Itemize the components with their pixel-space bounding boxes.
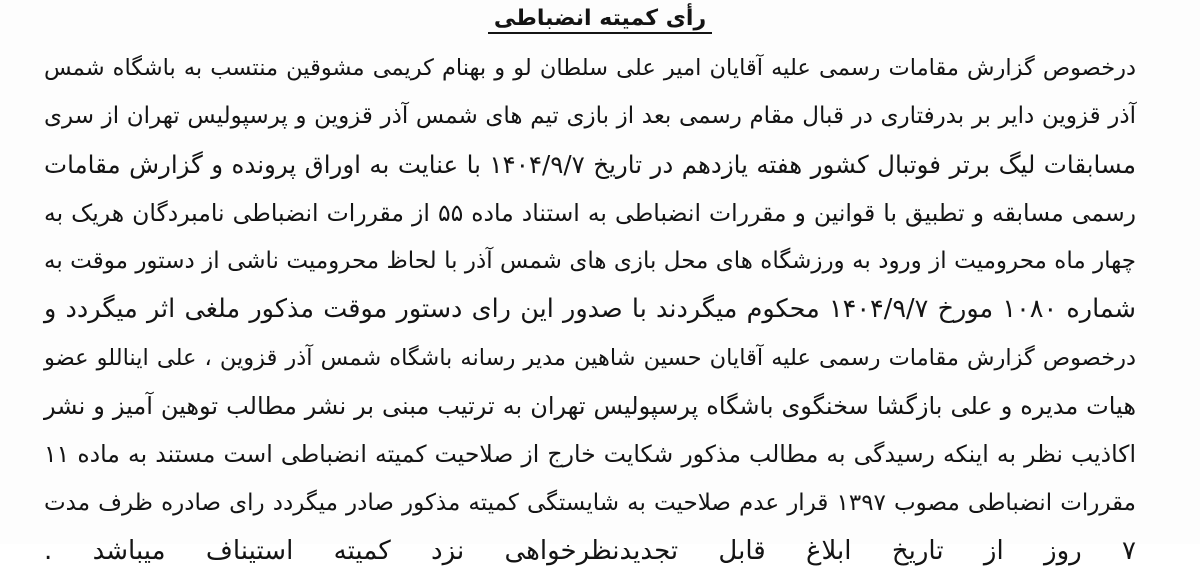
document-line-8: هیات مدیره و علی بازگشا سخنگوی باشگاه پرسپولیس تهران به ترتیب مبنی بر نشر مطالب توهین آمیز و نشر (44, 392, 1136, 421)
document-title (0, 4, 1200, 34)
document-line-10: مقررات انضباطی مصوب ۱۳۹۷ قرار عدم صلاحیت به شایستگی کمیته مذکور صادر میگردد رای صادره ظرف مدت (44, 489, 1136, 516)
document-title-text: رأی کمیته انضباطی (488, 6, 712, 34)
document-line-11: ۷ روز از تاریخ ابلاغ قابل تجدیدنظرخواهی نزد کمیته استیناف میباشد . (44, 535, 1136, 566)
document-body (44, 44, 1136, 575)
document-line-2: آذر قزوین دایر بر بدرفتاری در قبال مقام رسمی بعد از بازی تیم های شمس آذر قزوین و پرسپولیس تهران از سری (44, 103, 1136, 130)
document-line-5: چهار ماه محرومیت از ورود به ورزشگاه های محل بازی های شمس آذر با لحاظ محرومیت ناشی از دستور موقت به (44, 248, 1136, 275)
document-line-3: مسابقات لیگ برتر فوتبال کشور هفته یازدهم در تاریخ ۱۴۰۴/۹/۷ با عنایت به اوراق پرونده و گزارش مقامات (44, 149, 1136, 179)
document-line-9: اکاذیب نظر به اینکه رسیدگی به مطالب مذکور شکایت خارج از صلاحیت کمیته انضباطی است مستند به ماده ۱۱ (44, 440, 1136, 469)
document-line-4: رسمی مسابقه و تطبیق با قوانین و مقررات انضباطی به استناد ماده ۵۵ از مقررات انضباطی نامبردگان هریک به (44, 198, 1136, 227)
document-line-7: درخصوص گزارش مقامات رسمی علیه آقایان حسین شاهین مدیر رسانه باشگاه شمس آذر قزوین ، علی ایناللو عضو (44, 344, 1136, 371)
document-line-6: شماره ۱۰۸۰ مورخ ۱۴۰۴/۹/۷ محکوم میگردند با صدور این رای دستور موقت مذکور ملغی اثر میگردد و (44, 294, 1136, 325)
document-line-1: درخصوص گزارش مقامات رسمی علیه آقایان امیر علی سلطان لو و بهنام کریمی مشوقین منتسب به باشگاه شمس (44, 55, 1136, 81)
